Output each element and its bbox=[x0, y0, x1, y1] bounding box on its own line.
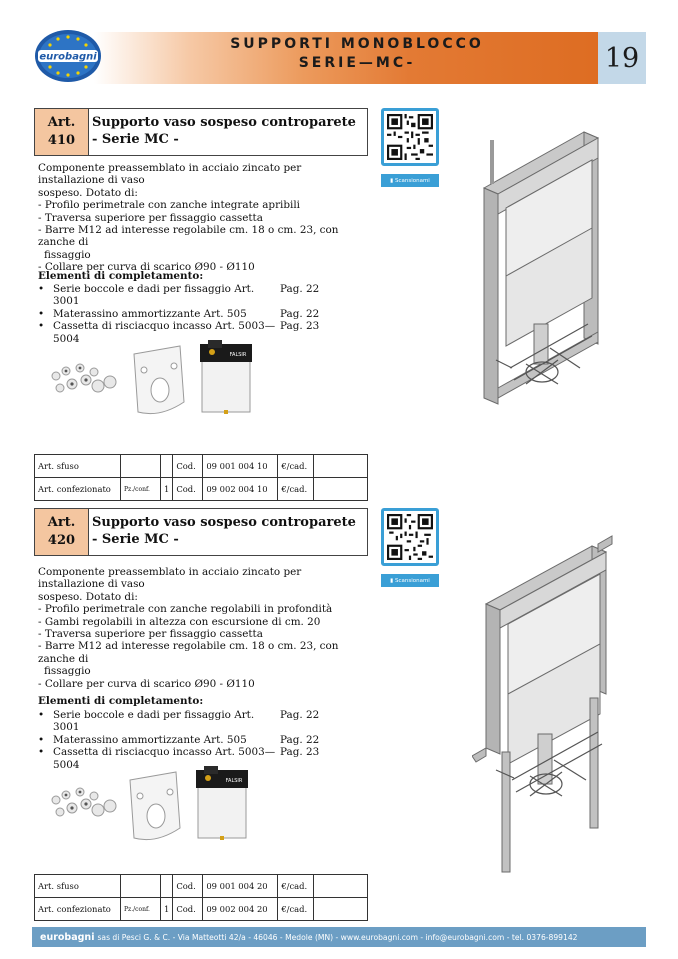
page-header bbox=[32, 28, 646, 84]
cassette-image bbox=[198, 340, 254, 414]
header-title-line2: SERIE—MC- bbox=[298, 55, 416, 71]
table-row: Art. sfuso Cod. 09 001 004 10 €/cad. bbox=[35, 455, 368, 478]
scan-button-label: Scansionami bbox=[394, 177, 430, 184]
desc-line: sospeso. Dotato di: bbox=[38, 590, 138, 603]
qr-code[interactable] bbox=[381, 508, 439, 566]
elements-list bbox=[38, 283, 338, 345]
article-420-heading bbox=[34, 508, 368, 556]
desc-line: - Gambi regolabili in altezza con escursione di cm. 20 bbox=[38, 615, 321, 628]
elements-title: Elementi di completamento: bbox=[38, 695, 204, 707]
desc-line: Componente preassemblato in acciaio zincato per installazione di vaso bbox=[38, 566, 302, 591]
list-item: • Materassino ammortizzante Art. 505 Pag. 22 bbox=[38, 733, 320, 746]
art-number: 410 bbox=[47, 133, 76, 148]
footer-brand: eurobagni bbox=[40, 931, 95, 943]
cassette-label: FALSIR bbox=[229, 352, 247, 358]
mat-image bbox=[126, 770, 184, 844]
table-row: Art. sfuso Cod. 09 001 004 20 €/cad. bbox=[35, 875, 368, 898]
table-row: Art. confezionato Pz./conf. 1 Cod. 09 002 004 10 €/cad. bbox=[35, 478, 368, 501]
header-title bbox=[94, 35, 620, 73]
list-item: • Materassino ammortizzante Art. 505 Pag. 22 bbox=[38, 307, 320, 320]
cassette-label: FALSIR bbox=[225, 778, 243, 784]
art-number: 420 bbox=[47, 533, 76, 548]
table-row: Art. confezionato Pz./conf. 1 Cod. 09 002 004 20 €/cad. bbox=[35, 898, 368, 921]
list-item: • Cassetta di risciacquo incasso Art. 5003—5004 Pag. 23 bbox=[38, 320, 320, 345]
scan-button[interactable]: ▮ Scansionami bbox=[381, 574, 439, 587]
cassette-image bbox=[194, 766, 250, 840]
article-title bbox=[89, 109, 356, 155]
page-footer bbox=[32, 927, 646, 947]
desc-line: - Traversa superiore per fissaggio cassetta bbox=[38, 211, 263, 224]
price-table-410 bbox=[34, 454, 368, 501]
product-420-image bbox=[472, 534, 622, 874]
desc-line: - Profilo perimetrale con zanche integrate apribili bbox=[38, 199, 300, 212]
article-title-line2: - Serie MC - bbox=[92, 132, 179, 147]
desc-line: Componente preassemblato in acciaio zincato per installazione di vaso bbox=[38, 162, 302, 187]
qr-block-410[interactable] bbox=[381, 108, 439, 187]
desc-line: fissaggio bbox=[44, 665, 91, 678]
list-item: • Serie boccole e dadi per fissaggio Art. 3001 Pag. 22 bbox=[38, 709, 320, 734]
desc-line: - Traversa superiore per fissaggio cassetta bbox=[38, 628, 263, 641]
article-title-line1: Supporto vaso sospeso controparete bbox=[92, 115, 356, 130]
qr-code-icon bbox=[387, 114, 433, 160]
desc-line: - Barre M12 ad interesse regolabile cm. 18 o cm. 23, con zanche di bbox=[38, 224, 339, 249]
page-number: 19 bbox=[598, 32, 646, 84]
art-label: Art. bbox=[47, 115, 76, 130]
desc-line: fissaggio bbox=[44, 248, 91, 261]
logo-text: eurobagni bbox=[39, 51, 97, 63]
eurobagni-logo bbox=[32, 28, 106, 84]
desc-line: - Profilo perimetrale con zanche regolabili in profondità bbox=[38, 603, 333, 616]
bushings-nuts-image bbox=[46, 360, 122, 402]
product-410-image bbox=[476, 128, 616, 418]
article-code bbox=[35, 109, 89, 155]
scan-button-label: Scansionami bbox=[394, 577, 430, 584]
article-title-line1: Supporto vaso sospeso controparete bbox=[92, 515, 356, 530]
elements-list bbox=[38, 709, 338, 771]
article-title bbox=[89, 509, 356, 555]
mat-image bbox=[130, 344, 188, 418]
article-description bbox=[38, 566, 368, 690]
article-title-line2: - Serie MC - bbox=[92, 532, 179, 547]
footer-text: sas di Pesci G. & C. - Via Matteotti 42/a - 46046 - Medole (MN) - www.eurobagni.com - info@eurobagni.com - tel. 0376-899142 bbox=[97, 932, 578, 942]
article-code bbox=[35, 509, 89, 555]
qr-code-icon bbox=[387, 514, 433, 560]
qr-block-420[interactable] bbox=[381, 508, 439, 587]
desc-line: sospeso. Dotato di: bbox=[38, 186, 138, 199]
bushings-nuts-image bbox=[46, 784, 122, 826]
list-item: • Serie boccole e dadi per fissaggio Art. 3001 Pag. 22 bbox=[38, 283, 320, 308]
scan-button[interactable]: ▮ Scansionami bbox=[381, 174, 439, 187]
qr-code[interactable] bbox=[381, 108, 439, 166]
desc-line: - Collare per curva di scarico Ø90 - Ø110 bbox=[38, 677, 255, 690]
article-410-heading bbox=[34, 108, 368, 156]
art-label: Art. bbox=[47, 515, 76, 530]
list-item: • Cassetta di risciacquo incasso Art. 5003—5004 Pag. 23 bbox=[38, 746, 320, 771]
elements-title: Elementi di completamento: bbox=[38, 270, 204, 282]
desc-line: - Collare per curva di scarico Ø90 - Ø110 bbox=[38, 261, 255, 274]
price-table-420 bbox=[34, 874, 368, 921]
article-description bbox=[38, 162, 368, 274]
header-title-line1: SUPPORTI MONOBLOCCO bbox=[230, 36, 484, 52]
desc-line: - Barre M12 ad interesse regolabile cm. 18 o cm. 23, con zanche di bbox=[38, 640, 339, 665]
